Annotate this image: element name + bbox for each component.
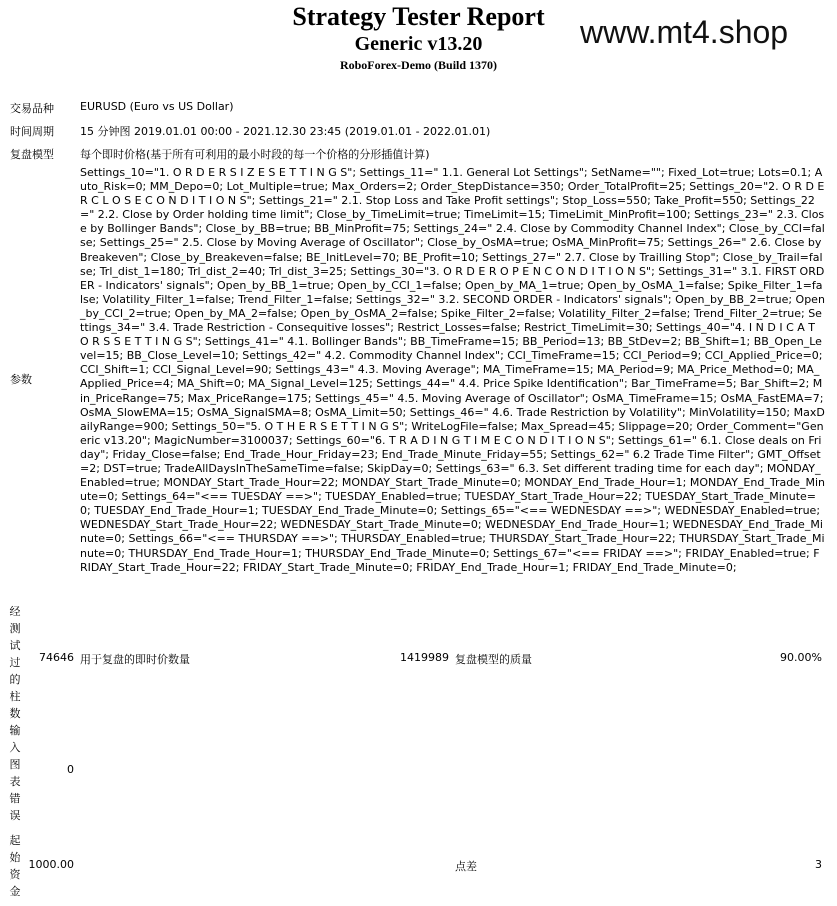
- model-value: 每个即时价格(基于所有可利用的最小时段的每一个价格的分形插值计算): [80, 148, 430, 161]
- ticks-label: 用于复盘的即时价数量: [80, 653, 190, 666]
- broker-build: RoboForex-Demo (Build 1370): [339, 58, 498, 72]
- initial-deposit-value: 1000.00: [28, 858, 74, 871]
- mismatched-errors-value: 0: [67, 763, 74, 776]
- expert-name: Generic v13.20: [354, 33, 483, 55]
- mismatched-errors-label: 输入图表错误: [9, 724, 21, 822]
- watermark-text: www.mt4.shop: [580, 14, 789, 50]
- report-title: Strategy Tester Report: [292, 2, 545, 31]
- report-header: [0, 0, 837, 80]
- bars-tested-label: 经测试过的柱数: [9, 605, 21, 720]
- period-label: 时间周期: [10, 125, 54, 138]
- initial-deposit-label: 起始资金: [9, 834, 21, 898]
- period-value: 15 分钟图 2019.01.01 00:00 - 2021.12.30 23:45 (2019.01.01 - 2022.01.01): [80, 125, 491, 138]
- parameters-label: 参数: [10, 373, 32, 386]
- symbol-label: 交易品种: [10, 102, 54, 115]
- model-label: 复盘模型: [10, 148, 54, 161]
- ticks-value: 1419989: [400, 651, 449, 664]
- parameters-value: Settings_10="1. O R D E R S I Z E S E T T I N G S"; Settings_11=" 1.1. General Lot Settings"; SetName=""; Fixed_Lot=true; Lots=0.1; Auto_Risk=0; MM_Depo=0; Lot_Multiple=true; Max_Orders=2; Order_StepDistance=350; Order_TotalProfit=25; Settings_20="2. O R D E R C L O S E C O N D I T I O N S"; Settings_21=" 2.1. Stop Loss and Take Profit settings"; Stop_Loss=550; Take_Profit=550; Settings_22=" 2.2. Close by Order holding time limit"; Close_by_TimeLimit=true; TimeLimit=15; TimeLimit_MinProfit=100; Settings_23=" 2.3. Close by Bollinger Bands"; Close_by_BB=true; BB_MinProfit=75; Settings_24=" 2.4. Close by Commodity Channel Index"; Close_by_CCI=false; Settings_25=" 2.5. Close by Moving Average of Oscillator"; Close_by_OsMA=true; OsMA_MinProfit=75; Settings_26=" 2.6. Close by Breakeven"; Close_by_Breakeven=false; BE_InitLevel=70; BE_Profit=10; Settings_27=" 2.7. Close by Trailling Stop"; Close_by_Trail=false; Trl_dist_1=180; Trl_dist_2=40; Trl_dist_3=25; Settings_30="3. O R D E R O P E N C O N D I T I O N S"; Settings_31=" 3.1. FIRST ORDER - Indicators' signals"; Open_by_BB_1=true; Open_by_CCI_1=false; Open_by_MA_1=true; Open_by_OsMA_1=false; Spike_Filter_1=false; Volatility_Filter_1=false; Trend_Filter_1=false; Settings_32=" 3.2. SECOND ORDER - Indicators' signals"; Open_by_BB_2=true; Open_by_CCI_2=true; Open_by_MA_2=false; Open_by_OsMA_2=false; Spike_Filter_2=false; Volatility_Filter_2=false; Trend_Filter_2=true; Settings_34=" 3.4. Trade Restriction - Consequitive losses"; Restrict_Losses=false; Restrict_TimeLimit=30; Settings_40="4. I N D I C A T O R S S E T T I N G S"; Settings_41=" 4.1. Bollinger Bands"; BB_TimeFrame=15; BB_Period=13; BB_StDev=2; BB_Shift=1; BB_Open_Level=15; BB_Close_Level=10; Settings_42=" 4.2. Commodity Channel Index"; CCI_TimeFrame=15; CCI_Period=9; CCI_Applied_Price=0; CCI_Shift=1; CCI_Signal_Level=90; Settings_43=" 4.3. Moving Average"; MA_TimeFrame=15; MA_Period=9; MA_Price_Method=0; MA_Applied_Price=4; MA_Shift=0; MA_Signal_Level=125; Settings_44=" 4.4. Price Spike Identification"; Bar_TimeFrame=5; Bar_Shift=2; Min_PriceRange=75; Max_PriceRange=175; Settings_45=" 4.5. Moving Average of Oscillator"; OsMA_TimeFrame=15; OsMA_FastEMA=7; OsMA_SlowEMA=15; OsMA_SignalSMA=8; OsMA_Limit=50; Settings_46=" 4.6. Trade Restriction by Volatility"; MinVolatility=150; MaxDailyRange=900; Settings_50="5. O T H E R S E T T I N G S"; WriteLogFile=false; Max_Spread=45; Slippage=20; Order_Comment="Generic v13.20"; MagicNumber=3100037; Settings_60="6. T R A D I N G T I M E C O N D I T I O N S"; Settings_61=" 6.1. Close deals on Friday"; Friday_Close=false; End_Trade_Hour_Friday=23; End_Trade_Minute_Friday=55; Settings_62=" 6.2 Trade Time Filter"; GMT_Offset=2; DST=true; TradeAllDaysInTheSameTime=false; SkipDay=0; Settings_63=" 6.3. Set different trading time for each day"; MONDAY_Enabled=true; MONDAY_Start_Trade_Hour=22; MONDAY_Start_Trade_Minute=0; MONDAY_End_Trade_Hour=1; MONDAY_End_Trade_Minute=0; Settings_64="<== TUESDAY ==>"; TUESDAY_Enabled=true; TUESDAY_Start_Trade_Hour=22; TUESDAY_Start_Trade_Minute=0; TUESDAY_End_Trade_Hour=1; TUESDAY_End_Trade_Minute=0; Settings_65="<== WEDNESDAY ==>"; WEDNESDAY_Enabled=true; WEDNESDAY_Start_Trade_Hour=22; WEDNESDAY_Start_Trade_Minute=0; WEDNESDAY_End_Trade_Hour=1; WEDNESDAY_End_Trade_Minute=0; Settings_66="<== THURSDAY ==>"; THURSDAY_Enabled=true; THURSDAY_Start_Trade_Hour=22; THURSDAY_Start_Trade_Minute=0; THURSDAY_End_Trade_Hour=1; THURSDAY_End_Trade_Minute=0; Settings_67="<== FRIDAY ==>"; FRIDAY_Enabled=true; FRIDAY_Start_Trade_Hour=22; FRIDAY_Start_Trade_Minute=0; FRIDAY_End_Trade_Hour=1; FRIDAY_End_Trade_Minute=0;: [80, 166, 825, 574]
- quality-label: 复盘模型的质量: [455, 653, 532, 666]
- spread-label: 点差: [455, 860, 477, 873]
- quality-value: 90.00%: [780, 651, 822, 664]
- spread-value: 3: [815, 858, 822, 871]
- bars-tested-value: 74646: [39, 651, 74, 664]
- symbol-value: EURUSD (Euro vs US Dollar): [80, 100, 234, 113]
